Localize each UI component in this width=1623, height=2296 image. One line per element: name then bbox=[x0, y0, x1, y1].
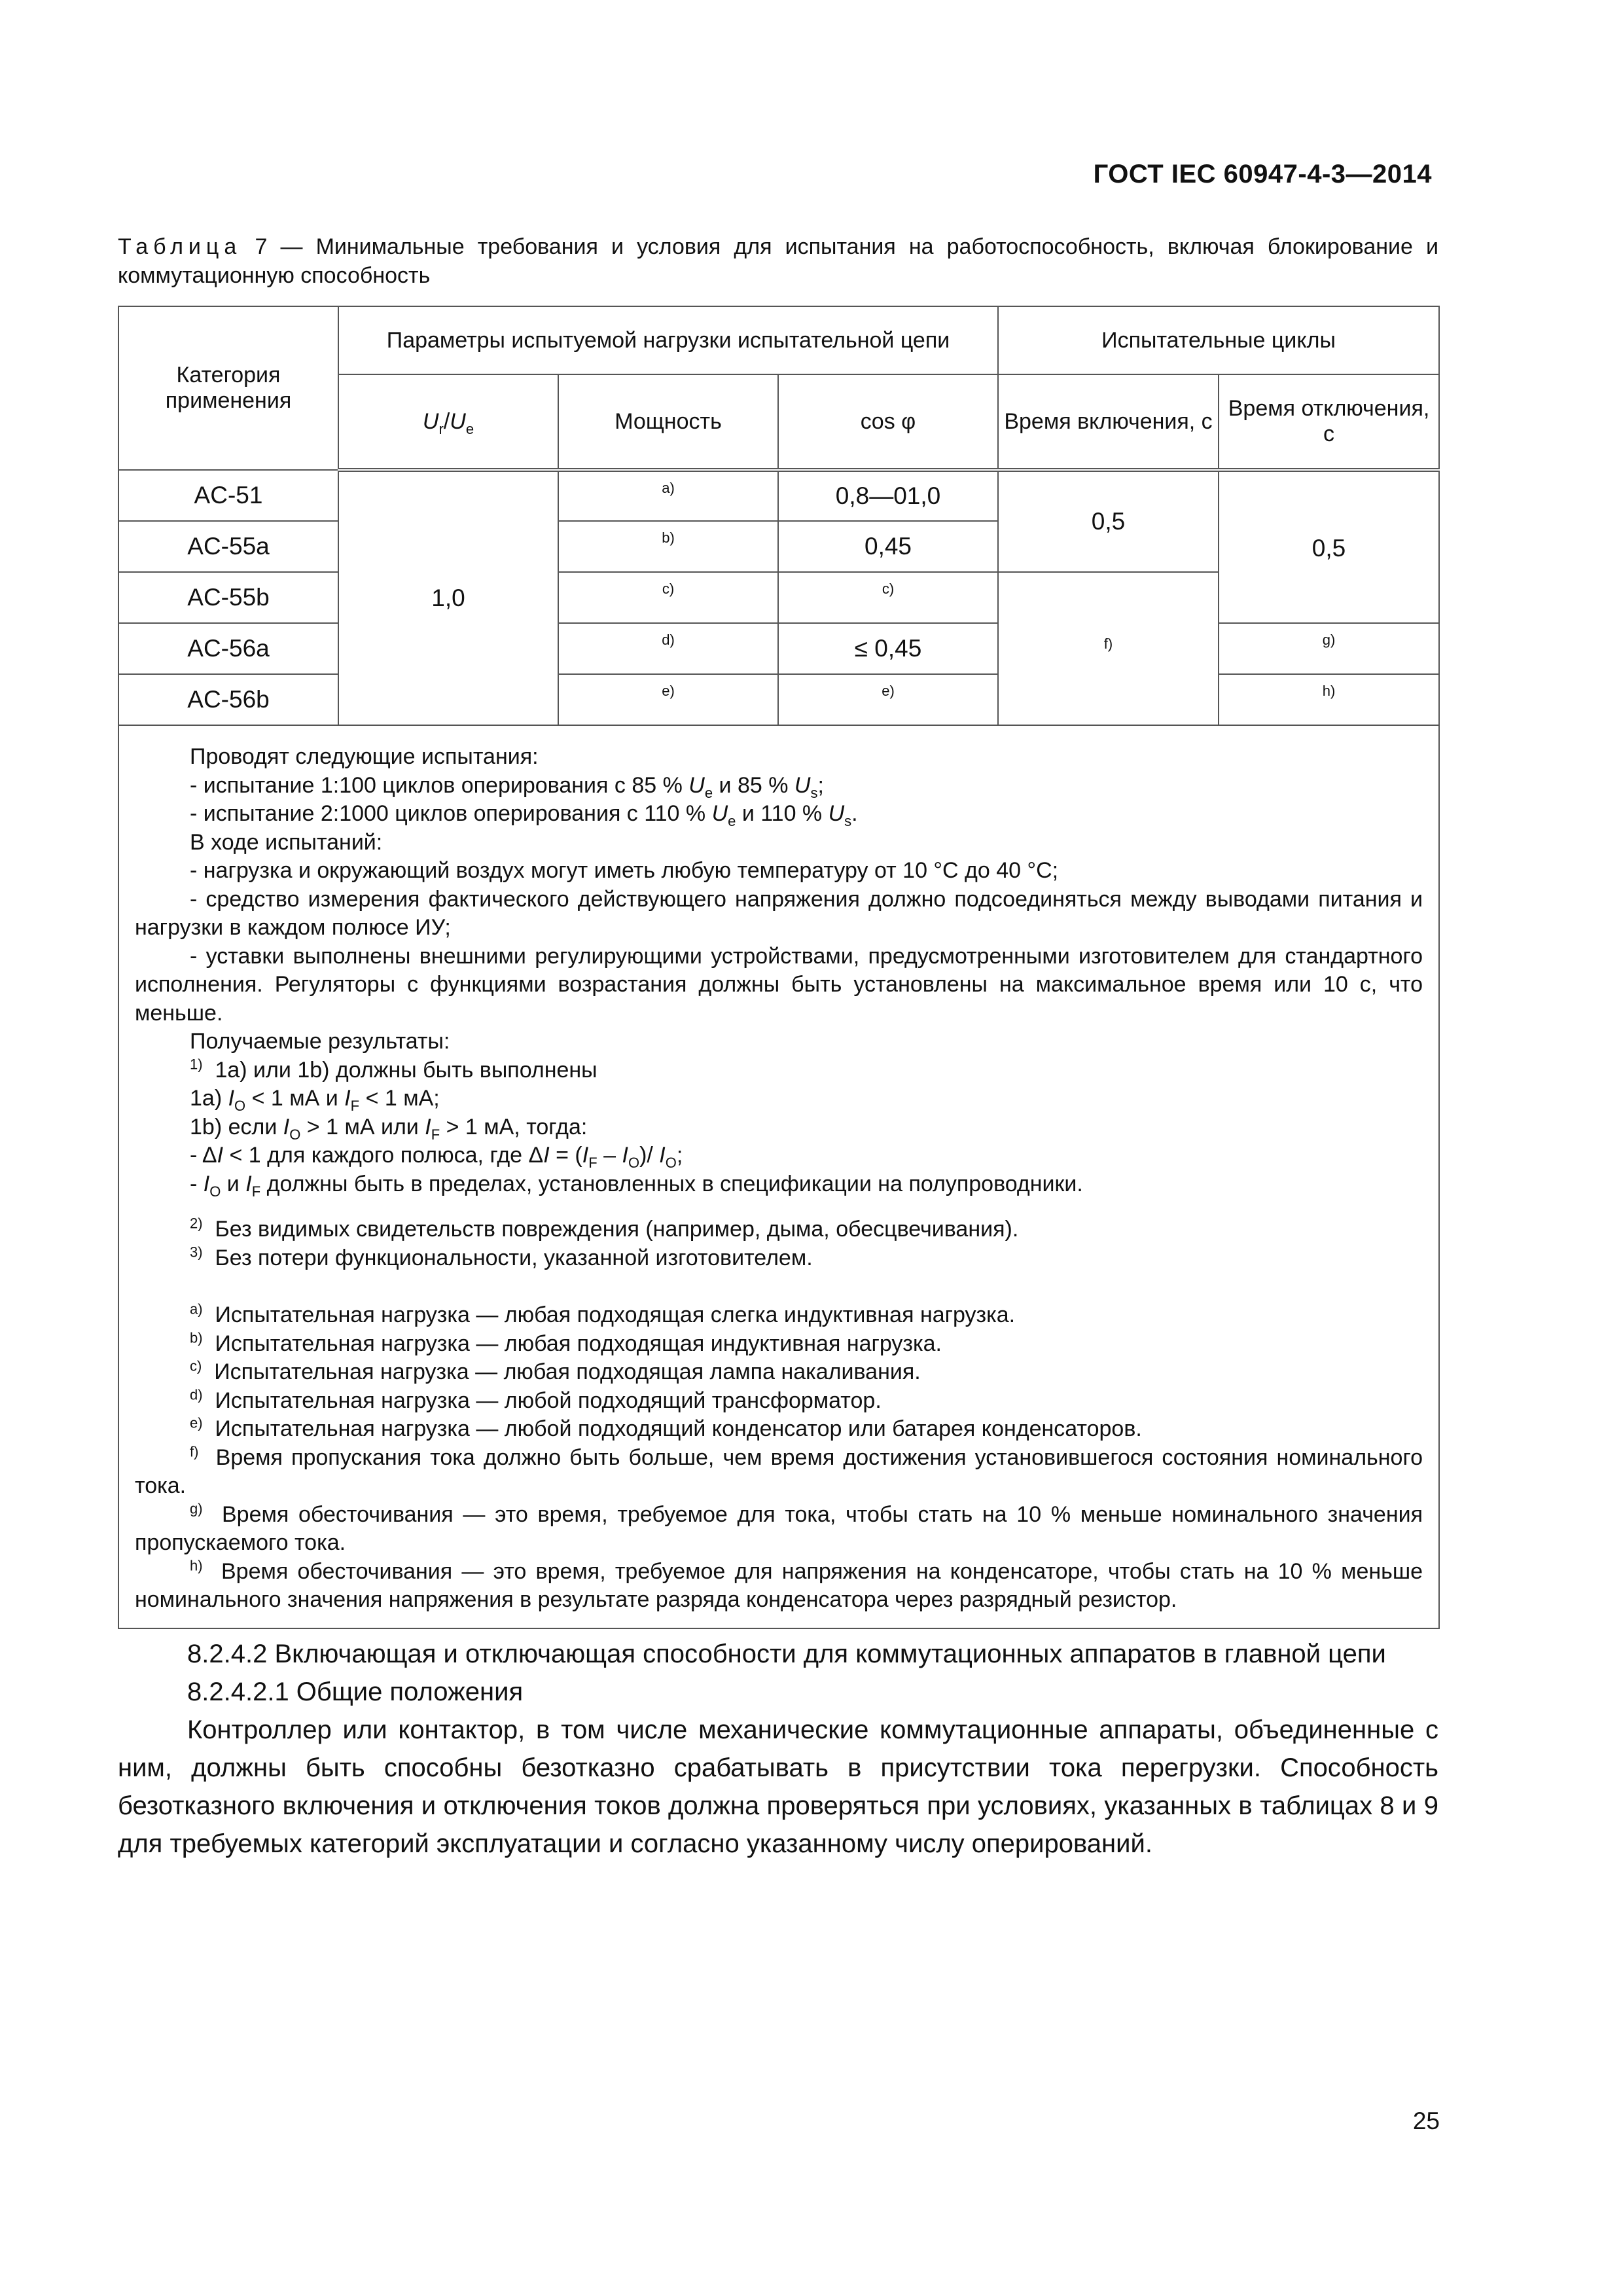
footnote-line: $^{a)}$ Испытательная нагрузка — любая подходящая слегка индуктивная нагрузка. bbox=[190, 1300, 1016, 1327]
result-line: $^{2)}$ Без видимых свидетельств повреждения (например, дыма, обесцвечивания). bbox=[190, 1215, 1019, 1242]
row-power: b) bbox=[662, 529, 675, 546]
footnote-line: $^{h)}$ Время обесточивания — это время, требуемое для напряжения на конденсаторе, чтобы стать на 10 % меньше номинального значения напряжения в результате разряда конденсатора через разрядный резистор. bbox=[135, 1557, 1423, 1612]
footnote-line: $^{f)}$ Время пропускания тока должно быть больше, чем время достижения установившегося состояния номинального тока. bbox=[135, 1443, 1423, 1498]
footnote-line: $^{b)}$ Испытательная нагрузка — любая подходящая индуктивная нагрузка. bbox=[190, 1329, 942, 1356]
row-category: AC-51 bbox=[118, 470, 338, 521]
row-category: AC-56b bbox=[118, 674, 338, 725]
on-time-footnote: f) bbox=[1103, 636, 1113, 652]
note-line: - испытание 2:1000 циклов оперирования с 110 % $U_e$ и 110 % $U_s$. bbox=[190, 801, 858, 829]
row-cos: 0,8—01,0 bbox=[778, 470, 998, 521]
row-power: c) bbox=[662, 581, 675, 597]
off-time-footnote: h) bbox=[1322, 683, 1336, 699]
row-power: a) bbox=[662, 480, 675, 496]
result-line: 1а) $I_O < 1$ мА и $I_F < 1$ мА; bbox=[190, 1086, 440, 1114]
note-line: - уставки выполнены внешними регулирующими устройствами, предусмотренными изготовителем для стандартного исполнения. Регуляторы с функциями возрастания должны быть установлены на максимальное время или 10 с, что меньше. bbox=[135, 943, 1423, 1026]
result-line: - $I_O$ и $I_F$ должны быть в пределах, установленных в спецификации на полупроводники. bbox=[190, 1171, 1083, 1200]
row-category: AC-55a bbox=[118, 521, 338, 572]
note-line: Получаемые результаты: bbox=[190, 1029, 450, 1054]
header-category: Категория применения bbox=[118, 306, 338, 470]
header-load-params: Параметры испытуемой нагрузки испытательной цепи bbox=[338, 306, 998, 374]
result-line: - ΔI < 1 для каждого полюса, где $\Delta I = (I_F - I_O)/$ $I_O$; bbox=[190, 1143, 683, 1171]
document-number: ГОСТ IEC 60947-4-3—2014 bbox=[1093, 160, 1432, 188]
result-line: 1b) если $I_O > 1$ мА или $I_F > 1$ мА, тогда: bbox=[190, 1114, 588, 1143]
row-cos: e) bbox=[882, 683, 895, 699]
note-line: В ходе испытаний: bbox=[190, 829, 383, 855]
row-power: e) bbox=[662, 683, 675, 699]
note-line: - испытание 1:100 циклов оперирования с 85 % $U_e$ и 85 % $U_s$; bbox=[190, 772, 824, 801]
header-test-cycles: Испытательные циклы bbox=[998, 306, 1439, 374]
table-row bbox=[118, 623, 1439, 674]
page-number: 25 bbox=[1412, 2108, 1440, 2134]
row-power: d) bbox=[662, 632, 675, 648]
off-time-value: 0,5 bbox=[1219, 470, 1439, 623]
result-line: $^{1)}$ 1а) или 1b) должны быть выполнены bbox=[190, 1056, 597, 1083]
section-heading: 8.2.4.2 Включающая и отключающая способности для коммутационных аппаратов в главной цепи bbox=[187, 1640, 1386, 1668]
table-row bbox=[118, 674, 1439, 725]
row-cos: ≤ 0,45 bbox=[778, 623, 998, 674]
footnote-line: $^{d)}$ Испытательная нагрузка — любой подходящий трансформатор. bbox=[190, 1386, 882, 1413]
body-text bbox=[118, 1635, 1438, 1863]
row-category: AC-56a bbox=[118, 623, 338, 674]
header-on-time: Время включения, с bbox=[998, 374, 1219, 470]
header-cos-phi: cos φ bbox=[778, 374, 998, 470]
ur-ue-value: 1,0 bbox=[338, 470, 558, 725]
table-caption-text: — Минимальные требования и условия для испытания на работоспособность, включая блокирование и коммутационную способность bbox=[118, 234, 1439, 288]
table-caption bbox=[118, 232, 1438, 290]
note-line: Проводят следующие испытания: bbox=[190, 744, 539, 769]
table-row bbox=[118, 470, 1439, 521]
off-time-footnote: g) bbox=[1322, 632, 1336, 648]
footnote-line: $^{e)}$ Испытательная нагрузка — любой подходящий конденсатор или батарея конденсаторов. bbox=[190, 1414, 1142, 1441]
note-line: - средство измерения фактического действующего напряжения должно подсоединяться между выводами питания и нагрузки в каждом полюсе ИУ; bbox=[135, 886, 1423, 940]
body-paragraph: Контроллер или контактор, в том числе механические коммутационные аппараты, объединенные с ним, должны быть способны безотказно срабатывать в присутствии тока перегрузки. Способность безотказного включения и отключения токов должна проверяться при условиях, указанных в таблицах 8 и 9 для требуемых категорий эксплуатации и согласно указанному числу оперирований. bbox=[118, 1715, 1438, 1858]
table-caption-number: 7 bbox=[255, 234, 268, 259]
row-cos: 0,45 bbox=[778, 521, 998, 572]
row-category: AC-55b bbox=[118, 572, 338, 623]
header-off-time: Время отключения, с bbox=[1219, 374, 1439, 470]
footnote-line: $^{g)}$ Время обесточивания — это время, требуемое для тока, чтобы стать на 10 % меньше номинального значения пропускаемого тока. bbox=[135, 1500, 1423, 1555]
row-cos: c) bbox=[882, 581, 895, 597]
header-ur-ue: $U_r/U_e$ bbox=[338, 374, 558, 470]
subsection-heading: 8.2.4.2.1 Общие положения bbox=[187, 1677, 524, 1706]
table-caption-label: Таблица bbox=[118, 234, 242, 259]
table-notes bbox=[118, 725, 1439, 1628]
on-time-value: 0,5 bbox=[998, 470, 1219, 572]
header-power: Мощность bbox=[558, 374, 778, 470]
note-line: - нагрузка и окружающий воздух могут иметь любую температуру от 10 °С до 40 °С; bbox=[190, 858, 1059, 883]
footnote-line: $^{c)}$ Испытательная нагрузка — любая подходящая лампа накаливания. bbox=[190, 1357, 921, 1384]
test-requirements-table bbox=[118, 306, 1440, 1629]
result-line: $^{3)}$ Без потери функциональности, указанной изготовителем. bbox=[190, 1244, 813, 1270]
